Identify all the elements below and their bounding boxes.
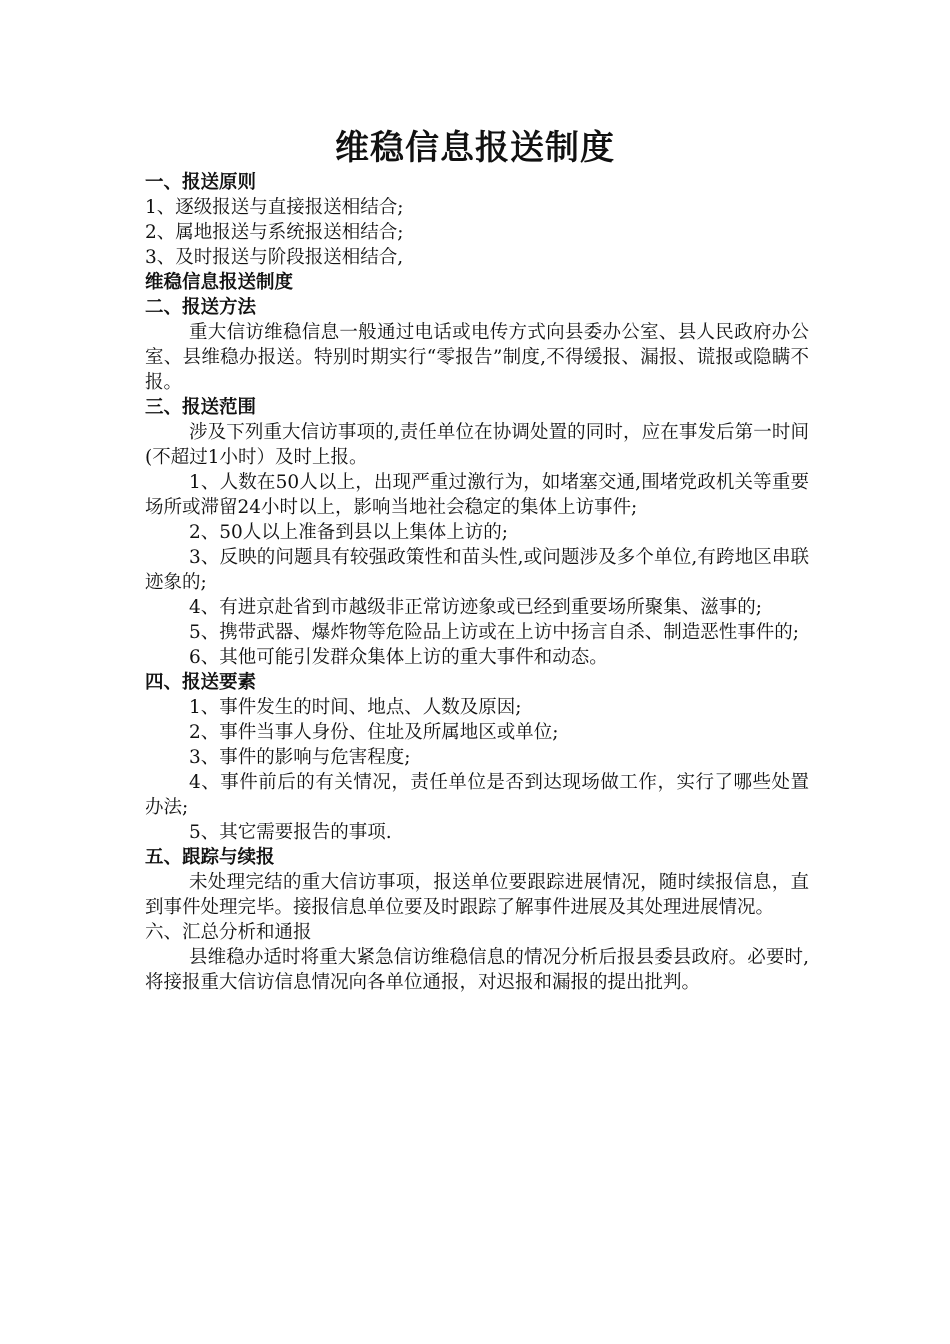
document-subtitle: 维稳信息报送制度 (145, 272, 294, 293)
element-item: 2、事件当事人身份、住址及所属地区或单位; (189, 722, 559, 743)
principle-item: 2、属地报送与系统报送相结合; (145, 222, 404, 243)
section-heading-elements: 四、报送要素 (145, 672, 257, 693)
section-heading-followup: 五、跟踪与续报 (145, 847, 275, 868)
section-heading-scope: 三、报送范围 (145, 397, 257, 418)
section-heading-principles: 一、报送原则 (145, 172, 257, 193)
scope-item: 4、有进京赴省到市越级非正常访迹象或已经到重要场所聚集、滋事的; (189, 597, 763, 618)
scope-item: 6、其他可能引发群众集体上访的重大事件和动态。 (189, 647, 608, 668)
scope-item: 2、50人以上准备到县以上集体上访的; (189, 522, 509, 543)
element-item: 1、事件发生的时间、地点、人数及原因; (189, 697, 522, 718)
scope-item: 3、反映的问题具有较强政策性和苗头性,或问题涉及多个单位,有跨地区串联迹象的; (145, 547, 809, 593)
scope-intro: 涉及下列重大信访事项的,责任单位在协调处置的同时，应在事发后第一时间(不超过1小时）及时上报。 (145, 422, 809, 468)
element-item: 3、事件的影响与危害程度; (189, 747, 411, 768)
document-body (145, 170, 809, 995)
section-heading-methods: 二、报送方法 (145, 297, 257, 318)
section-heading-summary: 六、汇总分析和通报 (145, 922, 312, 943)
element-item: 5、其它需要报告的事项. (189, 822, 392, 843)
summary-paragraph: 县维稳办适时将重大紧急信访维稳信息的情况分析后报县委县政府。必要时,将接报重大信访信息情况向各单位通报，对迟报和漏报的提出批判。 (145, 947, 809, 993)
principle-item: 1、逐级报送与直接报送相结合; (145, 197, 404, 218)
followup-paragraph: 未处理完结的重大信访事项，报送单位要跟踪进展情况，随时续报信息，直到事件处理完毕。接报信息单位要及时跟踪了解事件进展及其处理进展情况。 (145, 872, 809, 918)
element-item: 4、事件前后的有关情况，责任单位是否到达现场做工作，实行了哪些处置办法; (145, 772, 809, 818)
scope-item: 5、携带武器、爆炸物等危险品上访或在上访中扬言自杀、制造恶性事件的; (189, 622, 800, 643)
principle-item: 3、及时报送与阶段报送相结合, (145, 247, 404, 268)
methods-paragraph: 重大信访维稳信息一般通过电话或电传方式向县委办公室、县人民政府办公室、县维稳办报送。特别时期实行“零报告”制度,不得缓报、漏报、谎报或隐瞒不报。 (145, 322, 809, 393)
document-title: 维稳信息报送制度 (335, 128, 615, 168)
scope-item: 1、人数在50人以上，出现严重过激行为，如堵塞交通,围堵党政机关等重要场所或滞留24小时以上，影响当地社会稳定的集体上访事件; (145, 472, 809, 518)
